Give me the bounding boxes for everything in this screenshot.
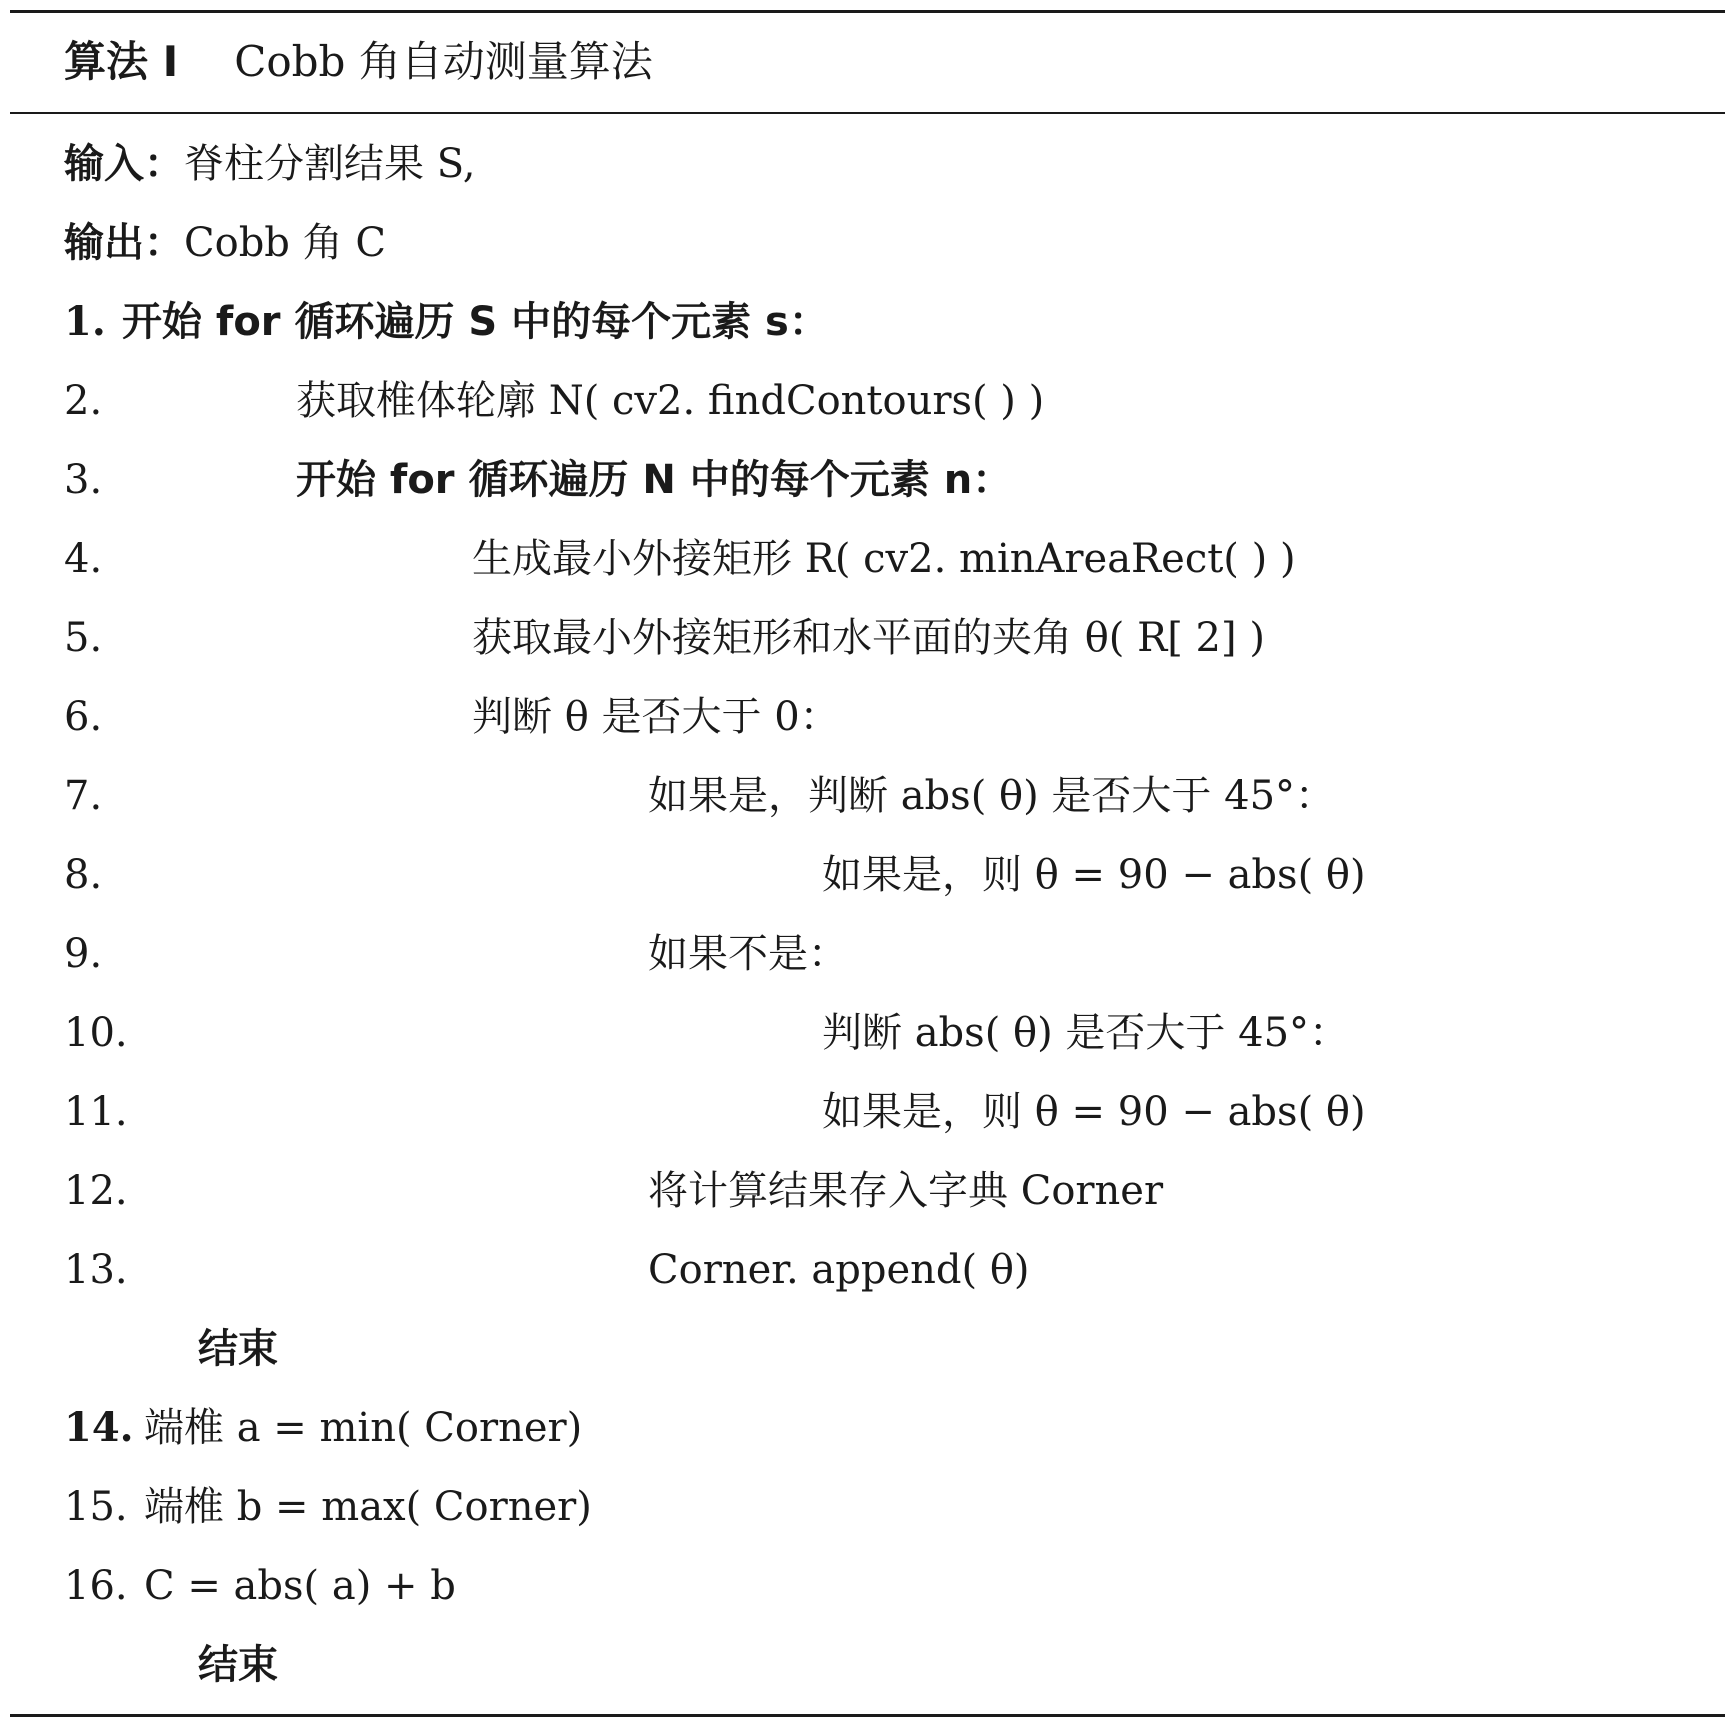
end-inner-loop: 结束 — [198, 1326, 278, 1372]
step-number: 16. — [64, 1563, 128, 1609]
step-number: 15. — [64, 1484, 128, 1530]
bottom-rule — [10, 1714, 1725, 1717]
input-label: 输入： — [64, 141, 184, 187]
step-number: 8. — [64, 852, 103, 898]
step-text: 端椎 a = min( Corner) — [144, 1405, 583, 1451]
step-text: 将计算结果存入字典 Corner — [648, 1168, 1164, 1214]
step-text: 端椎 b = max( Corner) — [144, 1484, 592, 1530]
algorithm-name: Cobb 角自动测量算法 — [234, 37, 653, 86]
step-number: 7. — [64, 773, 103, 819]
step-text: 如果是，判断 abs( θ) 是否大于 45°： — [648, 773, 1336, 819]
algorithm-title — [64, 30, 653, 94]
output-text: Cobb 角 C — [184, 220, 386, 266]
step-number: 10. — [64, 1010, 128, 1056]
step-number: 13. — [64, 1247, 128, 1293]
step-text: 如果不是： — [648, 931, 848, 977]
step-number: 12. — [64, 1168, 128, 1214]
step-text: 开始 for 循环遍历 S 中的每个元素 s： — [122, 299, 829, 345]
step-text: 如果是，则 θ = 90 − abs( θ) — [822, 852, 1366, 898]
output-label: 输出： — [64, 220, 184, 266]
step-number: 3. — [64, 457, 103, 503]
step-number: 6. — [64, 694, 103, 740]
step-number: 4. — [64, 536, 103, 582]
header-rule — [10, 112, 1725, 114]
step-text: 如果是，则 θ = 90 − abs( θ) — [822, 1089, 1366, 1135]
step-text: 判断 abs( θ) 是否大于 45°： — [822, 1010, 1350, 1056]
step-number: 2. — [64, 378, 103, 424]
top-rule — [10, 10, 1725, 13]
algorithm-label: 算法 I — [64, 37, 179, 86]
step-text: C = abs( a) + b — [144, 1563, 456, 1609]
input-text: 脊柱分割结果 S, — [184, 141, 476, 187]
step-text: 获取椎体轮廓 N( cv2. findContours( ) ) — [296, 378, 1045, 424]
step-number: 11. — [64, 1089, 128, 1135]
step-text: 判断 θ 是否大于 0： — [472, 694, 840, 740]
step-number: 5. — [64, 615, 103, 661]
step-text: Corner. append( θ) — [648, 1247, 1030, 1293]
step-text: 开始 for 循环遍历 N 中的每个元素 n： — [296, 457, 1013, 503]
step-number: 14. — [64, 1404, 134, 1451]
end-outer-loop: 结束 — [198, 1642, 278, 1688]
step-number: 1. — [64, 298, 106, 345]
step-number: 9. — [64, 931, 103, 977]
step-text: 获取最小外接矩形和水平面的夹角 θ( R[ 2] ) — [472, 615, 1265, 661]
step-text: 生成最小外接矩形 R( cv2. minAreaRect( ) ) — [472, 536, 1296, 582]
